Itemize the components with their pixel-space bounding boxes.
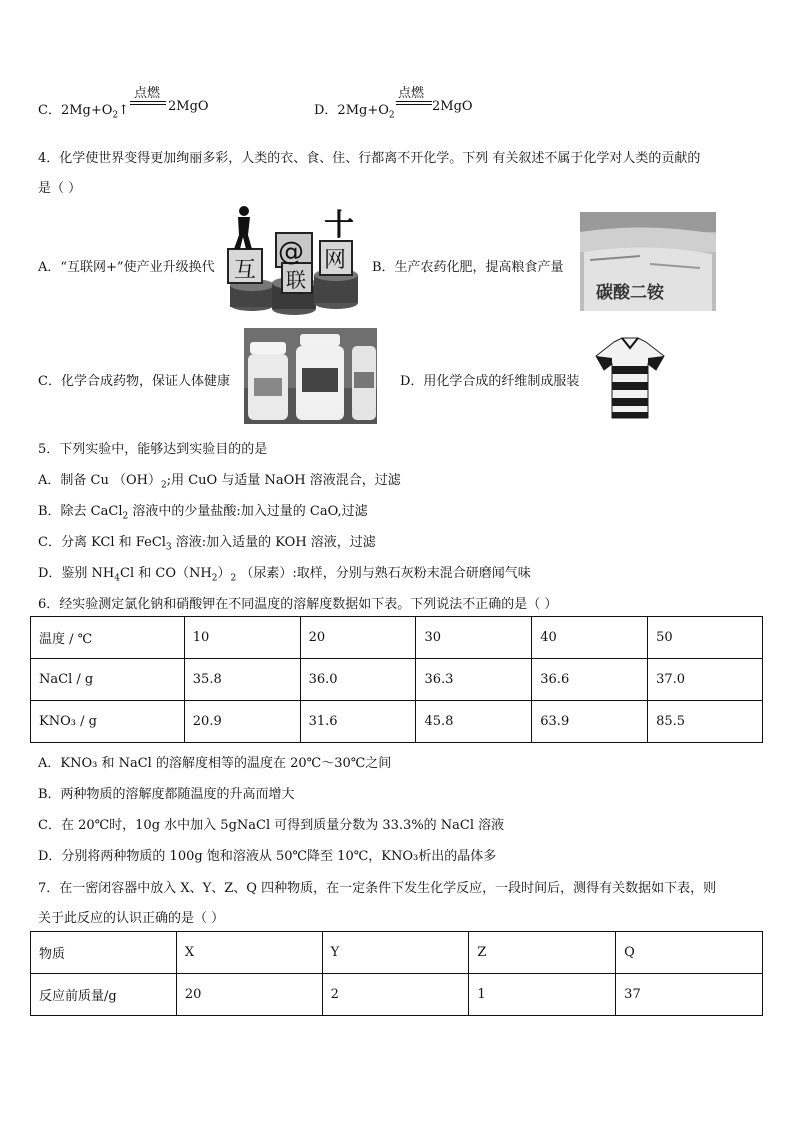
q5-option-b [38, 500, 368, 522]
table-cell: 37 [616, 974, 763, 1016]
table-cell: 1 [469, 974, 616, 1016]
table-cell: Q [616, 932, 763, 974]
img-char-hu: 互 [234, 258, 257, 283]
q5-a-pre: A．制备 Cu （OH） [38, 473, 161, 488]
q5-d-sub2: 2 [211, 573, 218, 584]
table-cell: 45.8 [416, 701, 532, 743]
q6-stem: 6．经实验测定氯化钠和硝酸钾在不同温度的溶解度数据如下表。下列说法不正确的是（ ） [38, 597, 558, 612]
q3-c-sub: 2 [112, 110, 119, 121]
table-cell: 36.0 [300, 659, 416, 701]
internet-plus-image [222, 205, 368, 317]
q5-c-sub: 3 [165, 542, 172, 553]
q4-option-c: C．化学合成药物，保证人体健康 [38, 374, 230, 389]
q5-d-pre: D．鉴别 NH [38, 566, 115, 581]
table-row [31, 974, 763, 1016]
medicine-bottles-image [244, 328, 377, 424]
q4-stem-line2: 是（ ） [38, 181, 82, 196]
table-cell: X [176, 932, 322, 974]
q5-d-post: （尿素）:取样，分别与熟石灰粉末混合研磨闻气味 [236, 566, 531, 581]
q4-option-d: D．用化学合成的纤维制成服装 [400, 374, 580, 389]
q3-d-product: 2MgO [432, 99, 473, 114]
q4-stem-line1: 4．化学使世界变得更加绚丽多彩，人类的衣、食、住、行都离不开化学。下列 有关叙述不属于化学对人类的贡献的 [38, 151, 701, 166]
q5-a-post: ;用 CuO 与适量 NaOH 溶液混合，过滤 [166, 473, 401, 488]
q5-b-post: 溶液中的少量盐酸:加入过量的 CaO,过滤 [128, 504, 368, 519]
table-cell: 36.6 [532, 659, 648, 701]
q3-d-sub: 2 [388, 110, 395, 121]
q3-d-condition: 点燃 [398, 86, 425, 101]
table-cell: Z [469, 932, 616, 974]
img-char-wang: 网 [324, 248, 347, 273]
q3-c-product: 2MgO [168, 99, 209, 114]
q4-option-a: A．“互联网+”使产业升级换代 [38, 260, 215, 275]
q7-stem-line2: 关于此反应的认识正确的是（ ） [38, 911, 225, 926]
q3-option-d [314, 99, 395, 121]
table-cell: Y [322, 932, 469, 974]
q3-d-label: D．2Mg+O [314, 103, 389, 118]
q3-c-arrow: ↑ [118, 103, 130, 118]
table-row [31, 617, 763, 659]
table-cell: 35.8 [184, 659, 300, 701]
table-cell: 20 [176, 974, 322, 1016]
solubility-table [30, 616, 763, 743]
table-cell: 温度 / ℃ [31, 617, 185, 659]
table-cell: 36.3 [416, 659, 532, 701]
q6-option-b: B．两种物质的溶解度都随温度的升高而增大 [38, 787, 295, 802]
q5-option-c [38, 531, 376, 553]
q3-c-equals-top [130, 101, 166, 102]
q5-d-mid2: ） [217, 566, 231, 581]
q7-stem-line1: 7．在一密闭容器中放入 X、Y、Z、Q 四种物质，在一定条件下发生化学反应，一段时间后，测得有关数据如下表，则 [38, 881, 717, 896]
q4-option-b: B．生产农药化肥，提高粮食产量 [372, 260, 564, 275]
q5-option-d [38, 562, 531, 584]
table-cell: 物质 [31, 932, 177, 974]
q5-stem: 5．下列实验中，能够达到实验目的的是 [38, 442, 268, 457]
q6-option-c: C．在 20℃时，10g 水中加入 5gNaCl 可得到质量分数为 33.3%的 NaCl 溶液 [38, 818, 505, 833]
q5-d-sub: 4 [114, 573, 121, 584]
q5-d-mid: Cl 和 CO（NH [120, 566, 212, 581]
striped-shirt-image [592, 336, 668, 422]
q3-c-label: C．2Mg+O [38, 103, 113, 118]
q3-c-equals-bottom [130, 104, 166, 105]
q3-c-condition: 点燃 [134, 86, 161, 101]
img-char-at: @ [278, 237, 304, 267]
table-cell: 31.6 [300, 701, 416, 743]
q5-d-sub3: 2 [230, 573, 237, 584]
reaction-mass-table [30, 931, 763, 1016]
table-row [31, 701, 763, 743]
q5-option-a [38, 469, 401, 491]
table-cell: 30 [416, 617, 532, 659]
q3-d-equals-top [396, 101, 432, 102]
table-cell: 50 [648, 617, 763, 659]
table-cell: 63.9 [532, 701, 648, 743]
img-char-lian: 联 [286, 268, 306, 292]
img-char-plus: 十 [324, 208, 354, 243]
q6-option-d: D．分别将两种物质的 100g 饱和溶液从 50℃降至 10℃，KNO₃析出的晶体多 [38, 849, 497, 864]
table-cell: 85.5 [648, 701, 763, 743]
table-row [31, 932, 763, 974]
q6-option-a: A．KNO₃ 和 NaCl 的溶解度相等的温度在 20℃～30℃之间 [38, 756, 392, 771]
q5-a-sub: 2 [160, 480, 167, 491]
table-cell: 20.9 [184, 701, 300, 743]
q5-c-pre: C．分离 KCl 和 FeCl [38, 535, 166, 550]
q5-b-pre: B．除去 CaCl [38, 504, 123, 519]
fertilizer-bags-image [580, 212, 716, 311]
table-row [31, 659, 763, 701]
table-cell: 40 [532, 617, 648, 659]
table-cell: 37.0 [648, 659, 763, 701]
table-cell: KNO₃ / g [31, 701, 185, 743]
table-cell: 反应前质量/g [31, 974, 177, 1016]
table-cell: NaCl / g [31, 659, 185, 701]
table-cell: 2 [322, 974, 469, 1016]
q3-d-equals-bottom [396, 104, 432, 105]
table-cell: 20 [300, 617, 416, 659]
q5-c-post: 溶液:加入适量的 KOH 溶液，过滤 [171, 535, 376, 550]
q3-option-c [38, 99, 129, 121]
fertilizer-bag-text: 碳酸二铵 [596, 283, 664, 303]
table-cell: 10 [184, 617, 300, 659]
q5-b-sub: 2 [122, 511, 129, 522]
